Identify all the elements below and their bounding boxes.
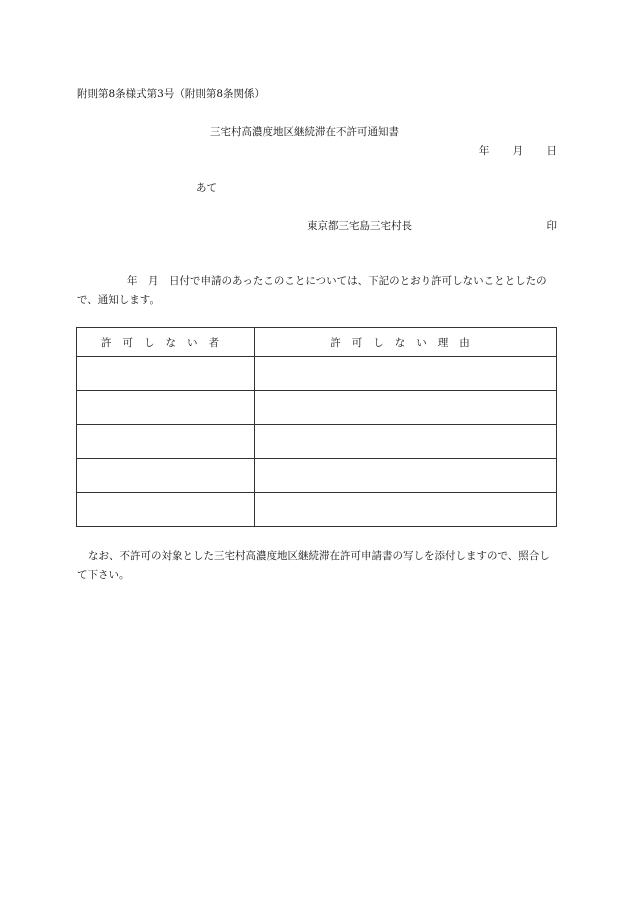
table-row [77,425,557,459]
body-paragraph: 年 月 日付で申請のあったこのことについては、下記のとおり許可しないこととしたので、通知します。 [77,275,547,306]
form-reference: 附則第8条様式第3号（附則第8条関係） [77,88,266,100]
seal-mark: 印 [546,220,557,232]
person-cell[interactable] [77,493,255,527]
table-row [77,391,557,425]
table-row [77,357,557,391]
table-row [77,459,557,493]
person-cell[interactable] [77,357,255,391]
reason-cell[interactable] [255,459,557,493]
person-cell[interactable] [77,459,255,493]
person-cell[interactable] [77,425,255,459]
reason-cell[interactable] [255,425,557,459]
issuer-name: 東京都三宅島三宅村長 [307,220,412,232]
column-header-person: 許可しない者 [77,328,255,357]
table-row [77,493,557,527]
date-line: 年 月 日 [478,145,557,157]
column-header-reason: 許可しない理由 [255,328,557,357]
table-header-row [77,328,557,357]
reason-cell[interactable] [255,493,557,527]
reason-cell[interactable] [255,357,557,391]
refusal-table [76,327,557,527]
document-title: 三宅村高濃度地区継続滞在不許可通知書 [210,126,399,138]
reason-cell[interactable] [255,391,557,425]
addressee-line: あて [196,182,217,194]
person-cell[interactable] [77,391,255,425]
note-paragraph: なお、不許可の対象とした三宅村高濃度地区継続滞在許可申請書の写しを添付しますので、照合して下さい。 [77,550,550,581]
